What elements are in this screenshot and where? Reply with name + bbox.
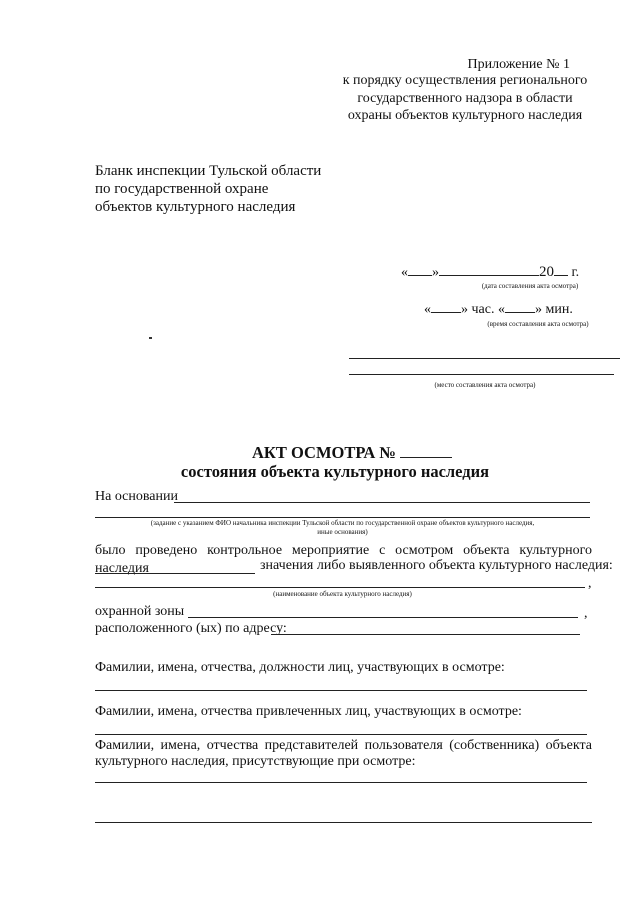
date-caption: (дата составления акта осмотра) xyxy=(481,282,579,290)
significance-line[interactable] xyxy=(95,573,255,574)
blank-line-3: объектов культурного наследия xyxy=(95,199,296,215)
appendix-line-4: охраны объектов культурного наследия xyxy=(347,108,583,123)
place-line-1[interactable] xyxy=(349,358,620,359)
object-name-line[interactable] xyxy=(95,587,585,588)
place-line-2[interactable] xyxy=(349,374,614,375)
representatives-line-a[interactable] xyxy=(95,782,587,783)
address-label: расположенного (ых) по адресу: xyxy=(95,621,287,636)
basis-line-2[interactable] xyxy=(95,517,590,518)
appendix-line-3: государственного надзора в области xyxy=(357,91,573,106)
appendix-line-1: Приложение № 1 xyxy=(467,57,570,72)
act-title xyxy=(252,443,452,463)
zone-line[interactable] xyxy=(188,617,578,618)
basis-caption-2: иные основания) xyxy=(317,528,368,536)
event-line-2: значения либо выявленного объекта культурного наследия: xyxy=(260,558,613,573)
involved-label: Фамилии, имена, отчества привлеченных лиц, участвующих в осмотре: xyxy=(95,704,522,719)
basis-line-1[interactable] xyxy=(174,502,590,503)
act-title-text: АКТ ОСМОТРА № xyxy=(252,443,396,462)
zone-label: охранной зоны xyxy=(95,604,185,619)
basis-label: На основании xyxy=(95,489,178,504)
date-year-prefix: 20 xyxy=(539,264,554,280)
act-subtitle: состояния объекта культурного наследия xyxy=(180,462,490,481)
representatives-line-2: культурного наследия, присутствующие при осмотре: xyxy=(95,754,416,769)
date-close-quote: » xyxy=(432,265,439,280)
representatives-line-1: Фамилии, имена, отчества представителей пользователя (собственника) объекта xyxy=(95,738,592,753)
event-line-1: было проведено контрольное мероприятие с осмотром объекта культурного наследия xyxy=(95,543,592,576)
zone-comma: , xyxy=(584,606,588,621)
participants-line[interactable] xyxy=(95,690,587,691)
object-comma: , xyxy=(588,576,592,591)
address-line[interactable] xyxy=(271,634,580,635)
representatives-line-b[interactable] xyxy=(95,822,592,823)
blank-line-1: Бланк инспекции Тульской области xyxy=(95,163,322,179)
appendix-line-2: к порядку осуществления регионального xyxy=(342,73,588,88)
blank-line-2: по государственной охране xyxy=(95,181,269,197)
time-caption: (время составления акта осмотра) xyxy=(487,320,589,328)
stray-mark xyxy=(149,337,152,339)
involved-line[interactable] xyxy=(95,734,587,735)
basis-caption-1: (задание с указанием ФИО начальника инспекции Тульской области по государственной охране объектов культурного наследия, xyxy=(150,519,535,527)
act-number-field[interactable] xyxy=(400,457,452,458)
participants-label: Фамилии, имена, отчества, должности лиц, участвующих в осмотре: xyxy=(95,660,505,675)
place-caption: (место составления акта осмотра) xyxy=(434,381,536,389)
date-open-quote: « xyxy=(401,265,408,280)
date-year-suffix: г. xyxy=(571,265,580,280)
time-field[interactable]: « » час. « » мин. xyxy=(424,302,573,317)
object-caption: (наименование объекта культурного наследия) xyxy=(273,590,412,598)
time-hours-label: час. xyxy=(471,302,495,317)
inspection-blank xyxy=(95,162,321,216)
time-minutes-label: мин. xyxy=(545,302,573,317)
date-field[interactable] xyxy=(401,263,596,282)
